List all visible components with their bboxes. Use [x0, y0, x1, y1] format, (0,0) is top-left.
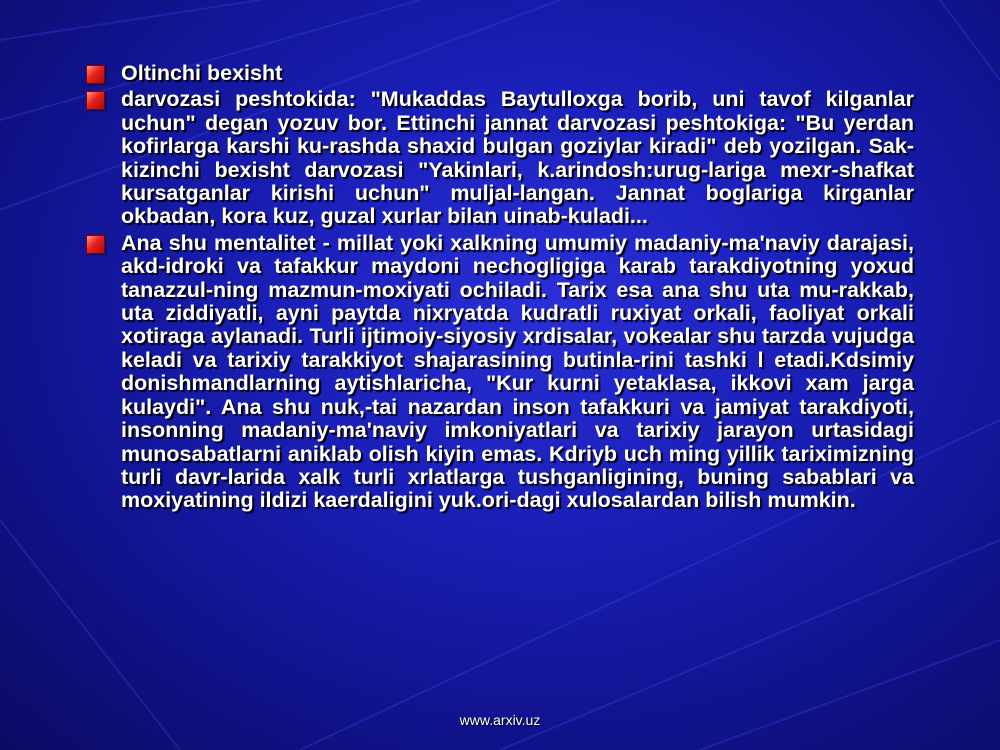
bullet-square-icon: [86, 91, 105, 110]
bullet-square-icon: [86, 65, 105, 84]
bullet-item: [86, 88, 914, 228]
bullet-item: [86, 62, 914, 85]
slide-content: [86, 62, 914, 516]
bullet-text: Oltinchi bexisht: [121, 61, 283, 85]
footer-url: www.arxiv.uz: [459, 712, 541, 728]
bullet-square-icon: [86, 235, 105, 254]
bullet-item: [86, 232, 914, 513]
bullet-text: Ana shu mentalitet - millat yoki xalkning umumiy madaniy-ma'naviy darajasi, akd-idroki va tafakkur maydoni nechogligiga karab tarakdiyotning yoxud tanazzul-ning mazmun-moxiyati ochiladi. Tarix esa ana shu uta mu-rakkab, uta ziddiyatli, ayni paytda nixryatda kudratli ruxiyat orkali, faoliyat orkali xotiraga aylanadi. Turli ijtimoiy-siyosiy xrdisalar, vokealar shu tarzda vujudga keladi va tarixiy tarakkiyot shajarasining butinla-rini tashki l etadi.Kdsimiy donishmandlarning aytishlaricha, "Kur kurni yetaklasa, ikkovi xam jarga kulaydi". Ana shu nuk,-tai nazardan inson tafakkuri va jamiyat tarakdiyoti, insonning madaniy-ma'naviy imkoniyatlari va tarixiy jarayon urtasidagi munosabatlarni aniklab olish kiyin emas. Kdriyb uch ming yillik tariximizning turli davr-larida xalk turli xrlatlarga tushganligining, buning sabablari va moxiyatining ildizi kaerdaligini yuk.ori-dagi xulosalardan bilish mumkin.: [121, 230, 914, 513]
bullet-text: darvozasi peshtokida: "Mukaddas Baytulloxga borib, uni tavof kilganlar uchun" degan yozuv bor. Ettinchi jannat darvozasi peshtokiga: "Bu yerdan kofirlarga karshi ku-rashda shaxid bulgan goziylar kiradi" deb yozilgan. Sak-kizinchi bexisht darvozasi "Yakinlari, k.arindosh:urug-lariga mexr-shafkat kursatganlar kirishi uchun" muljal-langan. Jannat boglariga kirganlar okbadan, kora kuz, guzal xurlar bilan uinab-kuladi...: [121, 87, 914, 229]
